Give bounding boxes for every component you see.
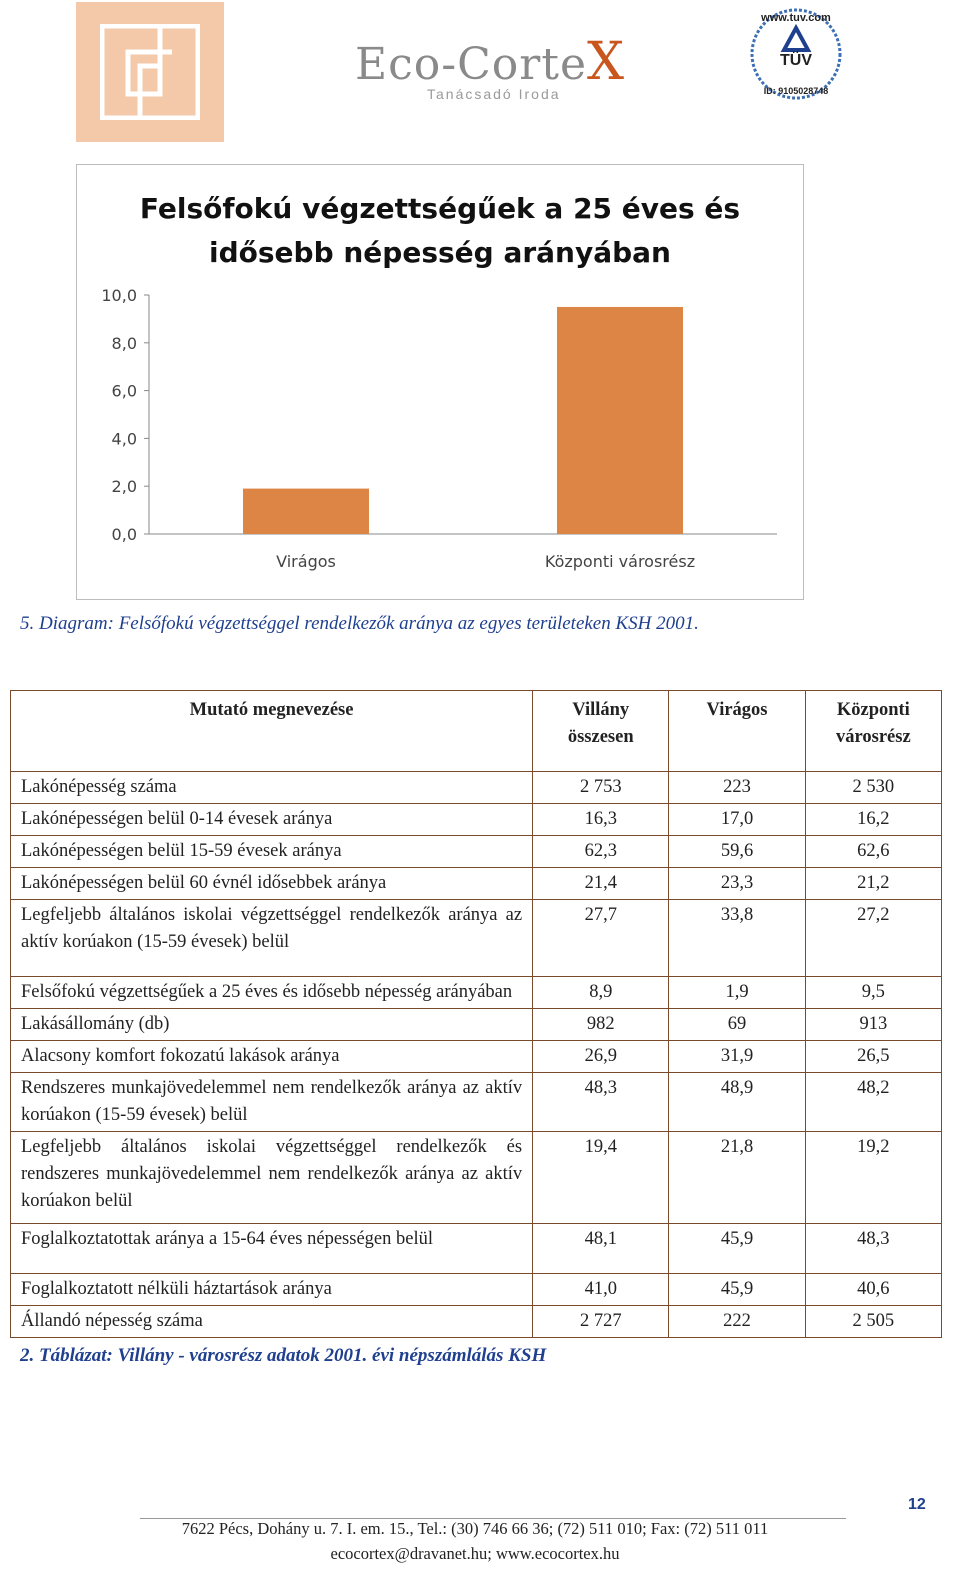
x-category-label: Virágos — [276, 552, 336, 571]
row-label: Foglalkoztatott nélküli háztartások aránya — [11, 1274, 533, 1306]
row-kozponti: 48,3 — [805, 1224, 941, 1274]
row-label: Lakónépességen belül 0-14 évesek aránya — [11, 804, 533, 836]
row-viragos: 45,9 — [669, 1224, 805, 1274]
row-kozponti: 19,2 — [805, 1132, 941, 1224]
chart-title-line-1: Felsőfokú végzettségűek a 25 éves és — [139, 192, 741, 225]
row-villany: 21,4 — [533, 868, 669, 900]
y-tick-label: 4,0 — [111, 429, 137, 449]
table-header-row — [11, 691, 942, 772]
row-villany: 62,3 — [533, 836, 669, 868]
row-label: Lakónépességen belül 15-59 évesek aránya — [11, 836, 533, 868]
row-label: Lakónépesség száma — [11, 772, 533, 804]
row-viragos: 31,9 — [669, 1041, 805, 1073]
row-villany: 8,9 — [533, 977, 669, 1009]
row-label: Foglalkoztatottak aránya a 15-64 éves népességen belül — [11, 1224, 533, 1274]
table-row — [11, 868, 942, 900]
row-viragos: 21,8 — [669, 1132, 805, 1224]
x-category-label: Központi városrész — [544, 552, 696, 571]
row-kozponti: 2 505 — [805, 1306, 941, 1338]
row-kozponti: 913 — [805, 1009, 941, 1041]
page-number: 12 — [908, 1496, 926, 1513]
tuv-certification-seal — [748, 6, 844, 102]
bar-1 — [243, 489, 369, 534]
row-label: Legfeljebb általános iskolai végzettséggel rendelkezők és rendszeres munkajövedelemmel nem rendelkezők aránya az aktív korúakon belül — [11, 1132, 533, 1224]
row-villany: 48,3 — [533, 1073, 669, 1132]
y-tick-label: 2,0 — [111, 477, 137, 497]
row-villany: 27,7 — [533, 900, 669, 977]
row-label: Alacsony komfort fokozatú lakások aránya — [11, 1041, 533, 1073]
row-kozponti: 26,5 — [805, 1041, 941, 1073]
row-kozponti: 62,6 — [805, 836, 941, 868]
row-kozponti: 21,2 — [805, 868, 941, 900]
table-row — [11, 1224, 942, 1274]
row-kozponti: 16,2 — [805, 804, 941, 836]
company-logo-mark — [76, 2, 224, 142]
row-label: Állandó népesség száma — [11, 1306, 533, 1338]
y-tick-label: 8,0 — [111, 333, 137, 353]
footer-address: 7622 Pécs, Dohány u. 7. I. em. 15., Tel.: (30) 746 66 36; (72) 511 010; Fax: (72) 511 011 — [181, 1519, 769, 1538]
brand-x: X — [587, 32, 626, 92]
bar-2 — [557, 307, 683, 534]
y-tick-label: 10,0 — [101, 286, 137, 305]
brand-logo — [355, 14, 655, 114]
row-kozponti: 40,6 — [805, 1274, 941, 1306]
table-row — [11, 836, 942, 868]
tuv-url: www.tuv.com — [761, 12, 831, 24]
header-villany: Villány összesen — [533, 691, 669, 772]
header-kozponti: Központi városrész — [805, 691, 941, 772]
row-villany: 41,0 — [533, 1274, 669, 1306]
row-viragos: 59,6 — [669, 836, 805, 868]
table-row — [11, 804, 942, 836]
row-viragos: 223 — [669, 772, 805, 804]
row-viragos: 45,9 — [669, 1274, 805, 1306]
table-row — [11, 1009, 942, 1041]
chart-title-line-2: idősebb népesség arányában — [209, 236, 671, 269]
row-viragos: 222 — [669, 1306, 805, 1338]
row-viragos: 48,9 — [669, 1073, 805, 1132]
table-row — [11, 1041, 942, 1073]
table-row — [11, 977, 942, 1009]
row-viragos: 17,0 — [669, 804, 805, 836]
row-label: Felsőfokú végzettségűek a 25 éves és idősebb népesség arányában — [11, 977, 533, 1009]
row-label: Lakónépességen belül 60 évnél idősebbek aránya — [11, 868, 533, 900]
table-row — [11, 1306, 942, 1338]
table-row — [11, 1132, 942, 1224]
row-villany: 19,4 — [533, 1132, 669, 1224]
row-villany: 2 753 — [533, 772, 669, 804]
brand-subtitle: Tanácsadó Iroda — [427, 86, 561, 102]
chart-caption: 5. Diagram: Felsőfokú végzettséggel rendelkezők aránya az egyes területeken KSH 2001. — [20, 613, 699, 634]
table-caption: 2. Táblázat: Villány - városrész adatok 2001. évi népszámlálás KSH — [20, 1345, 547, 1366]
row-kozponti: 27,2 — [805, 900, 941, 977]
row-villany: 982 — [533, 1009, 669, 1041]
row-kozponti: 2 530 — [805, 772, 941, 804]
row-label: Rendszeres munkajövedelemmel nem rendelkezők aránya az aktív korúakon (15-59 évesek) belül — [11, 1073, 533, 1132]
row-label: Legfeljebb általános iskolai végzettséggel rendelkezők aránya az aktív korúakon (15-59 évesek) belül — [11, 900, 533, 977]
table-row — [11, 772, 942, 804]
table-row — [11, 900, 942, 977]
header-indicator: Mutató megnevezése — [11, 691, 533, 772]
bar-chart — [76, 164, 804, 600]
row-viragos: 69 — [669, 1009, 805, 1041]
row-kozponti: 9,5 — [805, 977, 941, 1009]
row-viragos: 33,8 — [669, 900, 805, 977]
header-viragos: Virágos — [669, 691, 805, 772]
y-tick-label: 6,0 — [111, 381, 137, 401]
row-viragos: 1,9 — [669, 977, 805, 1009]
row-villany: 26,9 — [533, 1041, 669, 1073]
row-kozponti: 48,2 — [805, 1073, 941, 1132]
chart-plot — [77, 165, 803, 599]
row-label: Lakásállomány (db) — [11, 1009, 533, 1041]
row-villany: 2 727 — [533, 1306, 669, 1338]
tuv-id: ID: 9105028748 — [763, 86, 829, 96]
brand-name: Eco-Corte — [355, 39, 588, 90]
statistics-table — [10, 690, 942, 1338]
footer-contact: ecocortex@dravanet.hu; www.ecocortex.hu — [330, 1544, 620, 1563]
y-tick-label: 0,0 — [111, 525, 137, 544]
table-row — [11, 1274, 942, 1306]
table-row — [11, 1073, 942, 1132]
row-viragos: 23,3 — [669, 868, 805, 900]
row-villany: 16,3 — [533, 804, 669, 836]
tuv-label: TÜV — [780, 52, 812, 69]
row-villany: 48,1 — [533, 1224, 669, 1274]
